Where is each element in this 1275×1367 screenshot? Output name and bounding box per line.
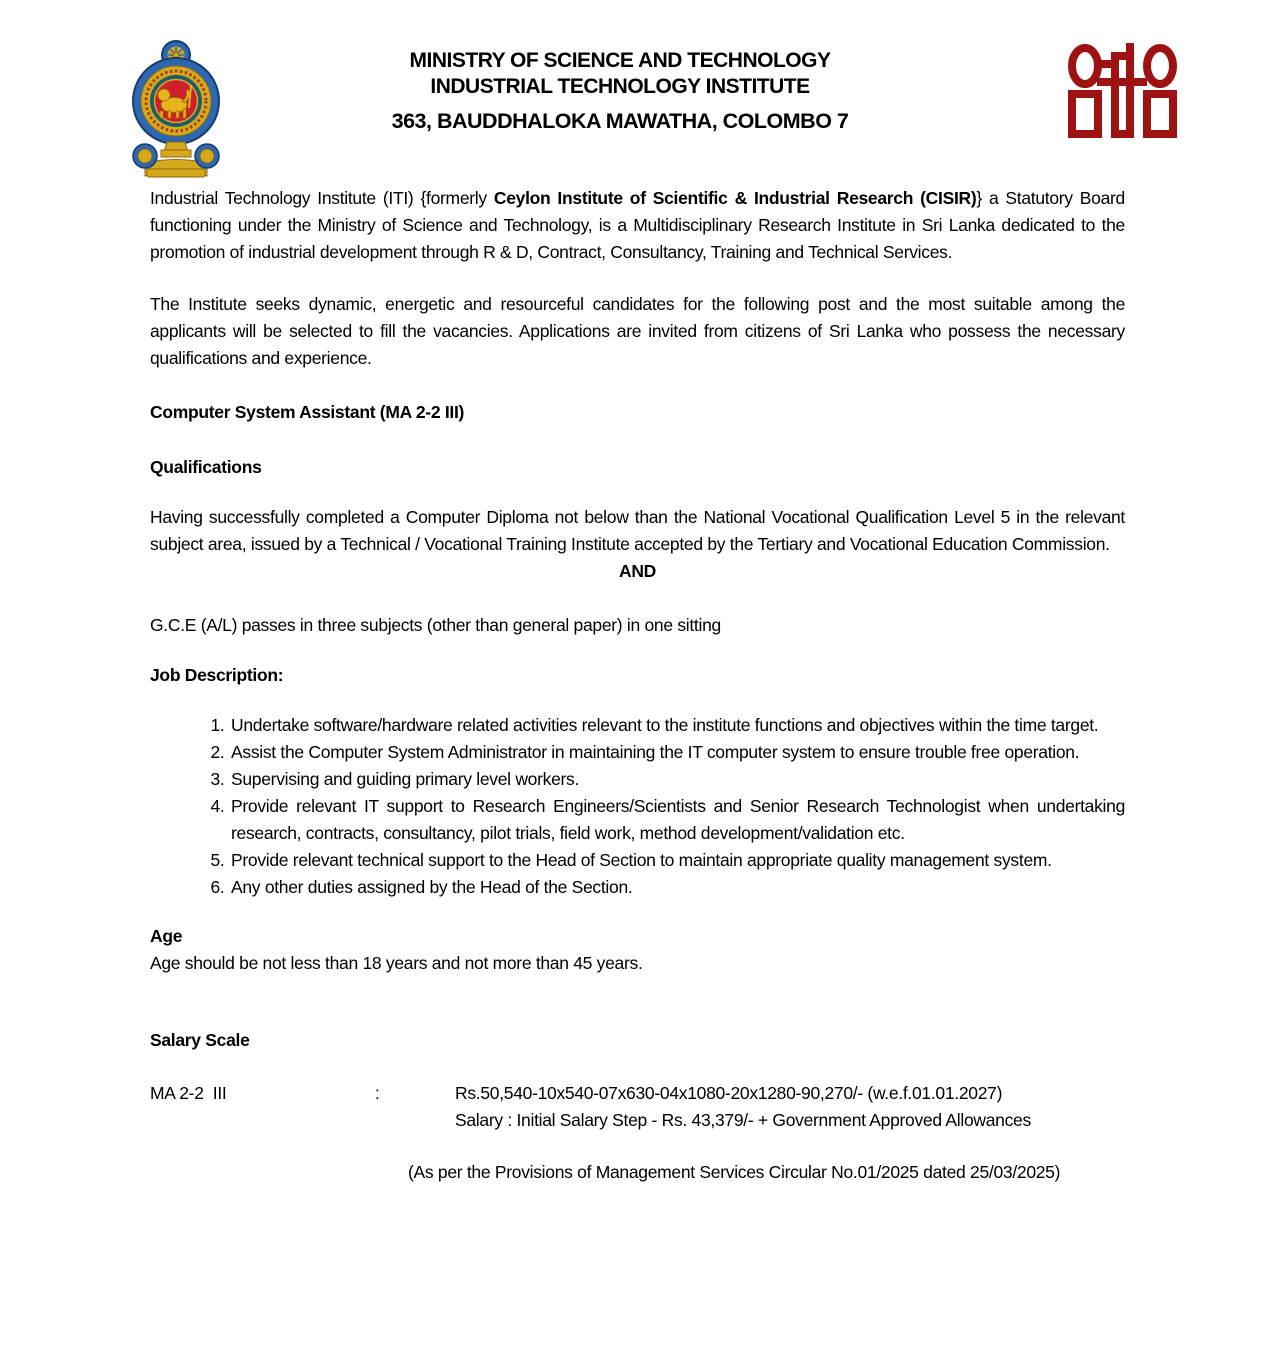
and-connector: AND	[618, 561, 656, 581]
vacancy-invitation-paragraph: The Institute seeks dynamic, energetic and resourceful candidates for the following post and the most suitable among the applicants will be selected to fill the vacancies. Applications are invited from citizens of Sri Lanka who possess the necessary qualifications and experience.	[150, 294, 1125, 368]
salary-grade: MA 2-2 III	[150, 1083, 227, 1103]
iti-logo-icon	[1063, 38, 1183, 140]
circular-note: (As per the Provisions of Management Services Circular No.01/2025 dated 25/03/2025)	[408, 1162, 1061, 1182]
ministry-title: MINISTRY OF SCIENCE AND TECHNOLOGY	[409, 49, 831, 72]
qualification-text: Having successfully completed a Computer Diploma not below than the National Vocational Qualification Level 5 in the relevant subject area, issued by a Technical / Vocational Training Institute accepted by the Tertiary and Vocational Education Commission.	[150, 507, 1125, 554]
sri-lanka-emblem-icon	[112, 38, 240, 180]
job-duties-list	[150, 712, 1125, 901]
qualifications-heading: Qualifications	[150, 457, 262, 477]
salary-separator: :	[375, 1083, 380, 1103]
job-duty-item-5: 5. Provide relevant technical support to the Head of Section to maintain appropriate quality management system.	[229, 847, 1125, 874]
salary-scale-value: Rs.50,540-10x540-07x630-04x1080-20x1280-90,270/- (w.e.f.01.01.2027)	[455, 1083, 1003, 1103]
post-title: Computer System Assistant (MA 2-2 III)	[150, 402, 465, 422]
salary-initial-step: Salary : Initial Salary Step - Rs. 43,379/- + Government Approved Allowances	[455, 1110, 1031, 1130]
intro-text-end: } a Statutory Board functioning under the Ministry of Science and Technology, is a Multidisciplinary Research Institute in Sri Lanka dedicated to the promotion of industrial development through R & D, Contract, Consultancy, Training and Technical Services.	[150, 188, 1125, 262]
job-duty-item-2: 2. Assist the Computer System Administrator in maintaining the IT computer system to ensure trouble free operation.	[229, 739, 1125, 766]
job-duty-item-1: 1. Undertake software/hardware related activities relevant to the institute functions and objectives within the time target.	[229, 712, 1125, 739]
document-body	[150, 180, 1125, 1186]
gce-requirement: G.C.E (A/L) passes in three subjects (other than general paper) in one sitting	[150, 615, 721, 635]
document-header	[290, 48, 950, 134]
institute-address: 363, BAUDDHALOKA MAWATHA, COLOMBO 7	[391, 109, 849, 133]
job-duty-item-6: 6. Any other duties assigned by the Head of the Section.	[229, 874, 1125, 901]
former-name-bold: Ceylon Institute of Scientific & Industrial Research (CISIR)	[493, 188, 977, 208]
salary-scale-row	[150, 1080, 1125, 1134]
intro-text-start: Industrial Technology Institute (ITI) {formerly	[150, 188, 494, 208]
job-duty-item-4: 4. Provide relevant IT support to Research Engineers/Scientists and Senior Research Technologist when undertaking research, contracts, consultancy, pilot trials, field work, method development/validation etc.	[229, 793, 1125, 847]
institute-title: INDUSTRIAL TECHNOLOGY INSTITUTE	[430, 75, 810, 98]
job-duty-item-3: 3. Supervising and guiding primary level workers.	[229, 766, 1125, 793]
job-description-heading: Job Description:	[150, 665, 284, 685]
age-heading: Age	[150, 926, 183, 946]
age-requirement-text: Age should be not less than 18 years and not more than 45 years.	[150, 953, 643, 973]
salary-scale-heading: Salary Scale	[150, 1030, 250, 1050]
intro-paragraph	[150, 185, 1125, 266]
salary-detail	[455, 1080, 1125, 1134]
